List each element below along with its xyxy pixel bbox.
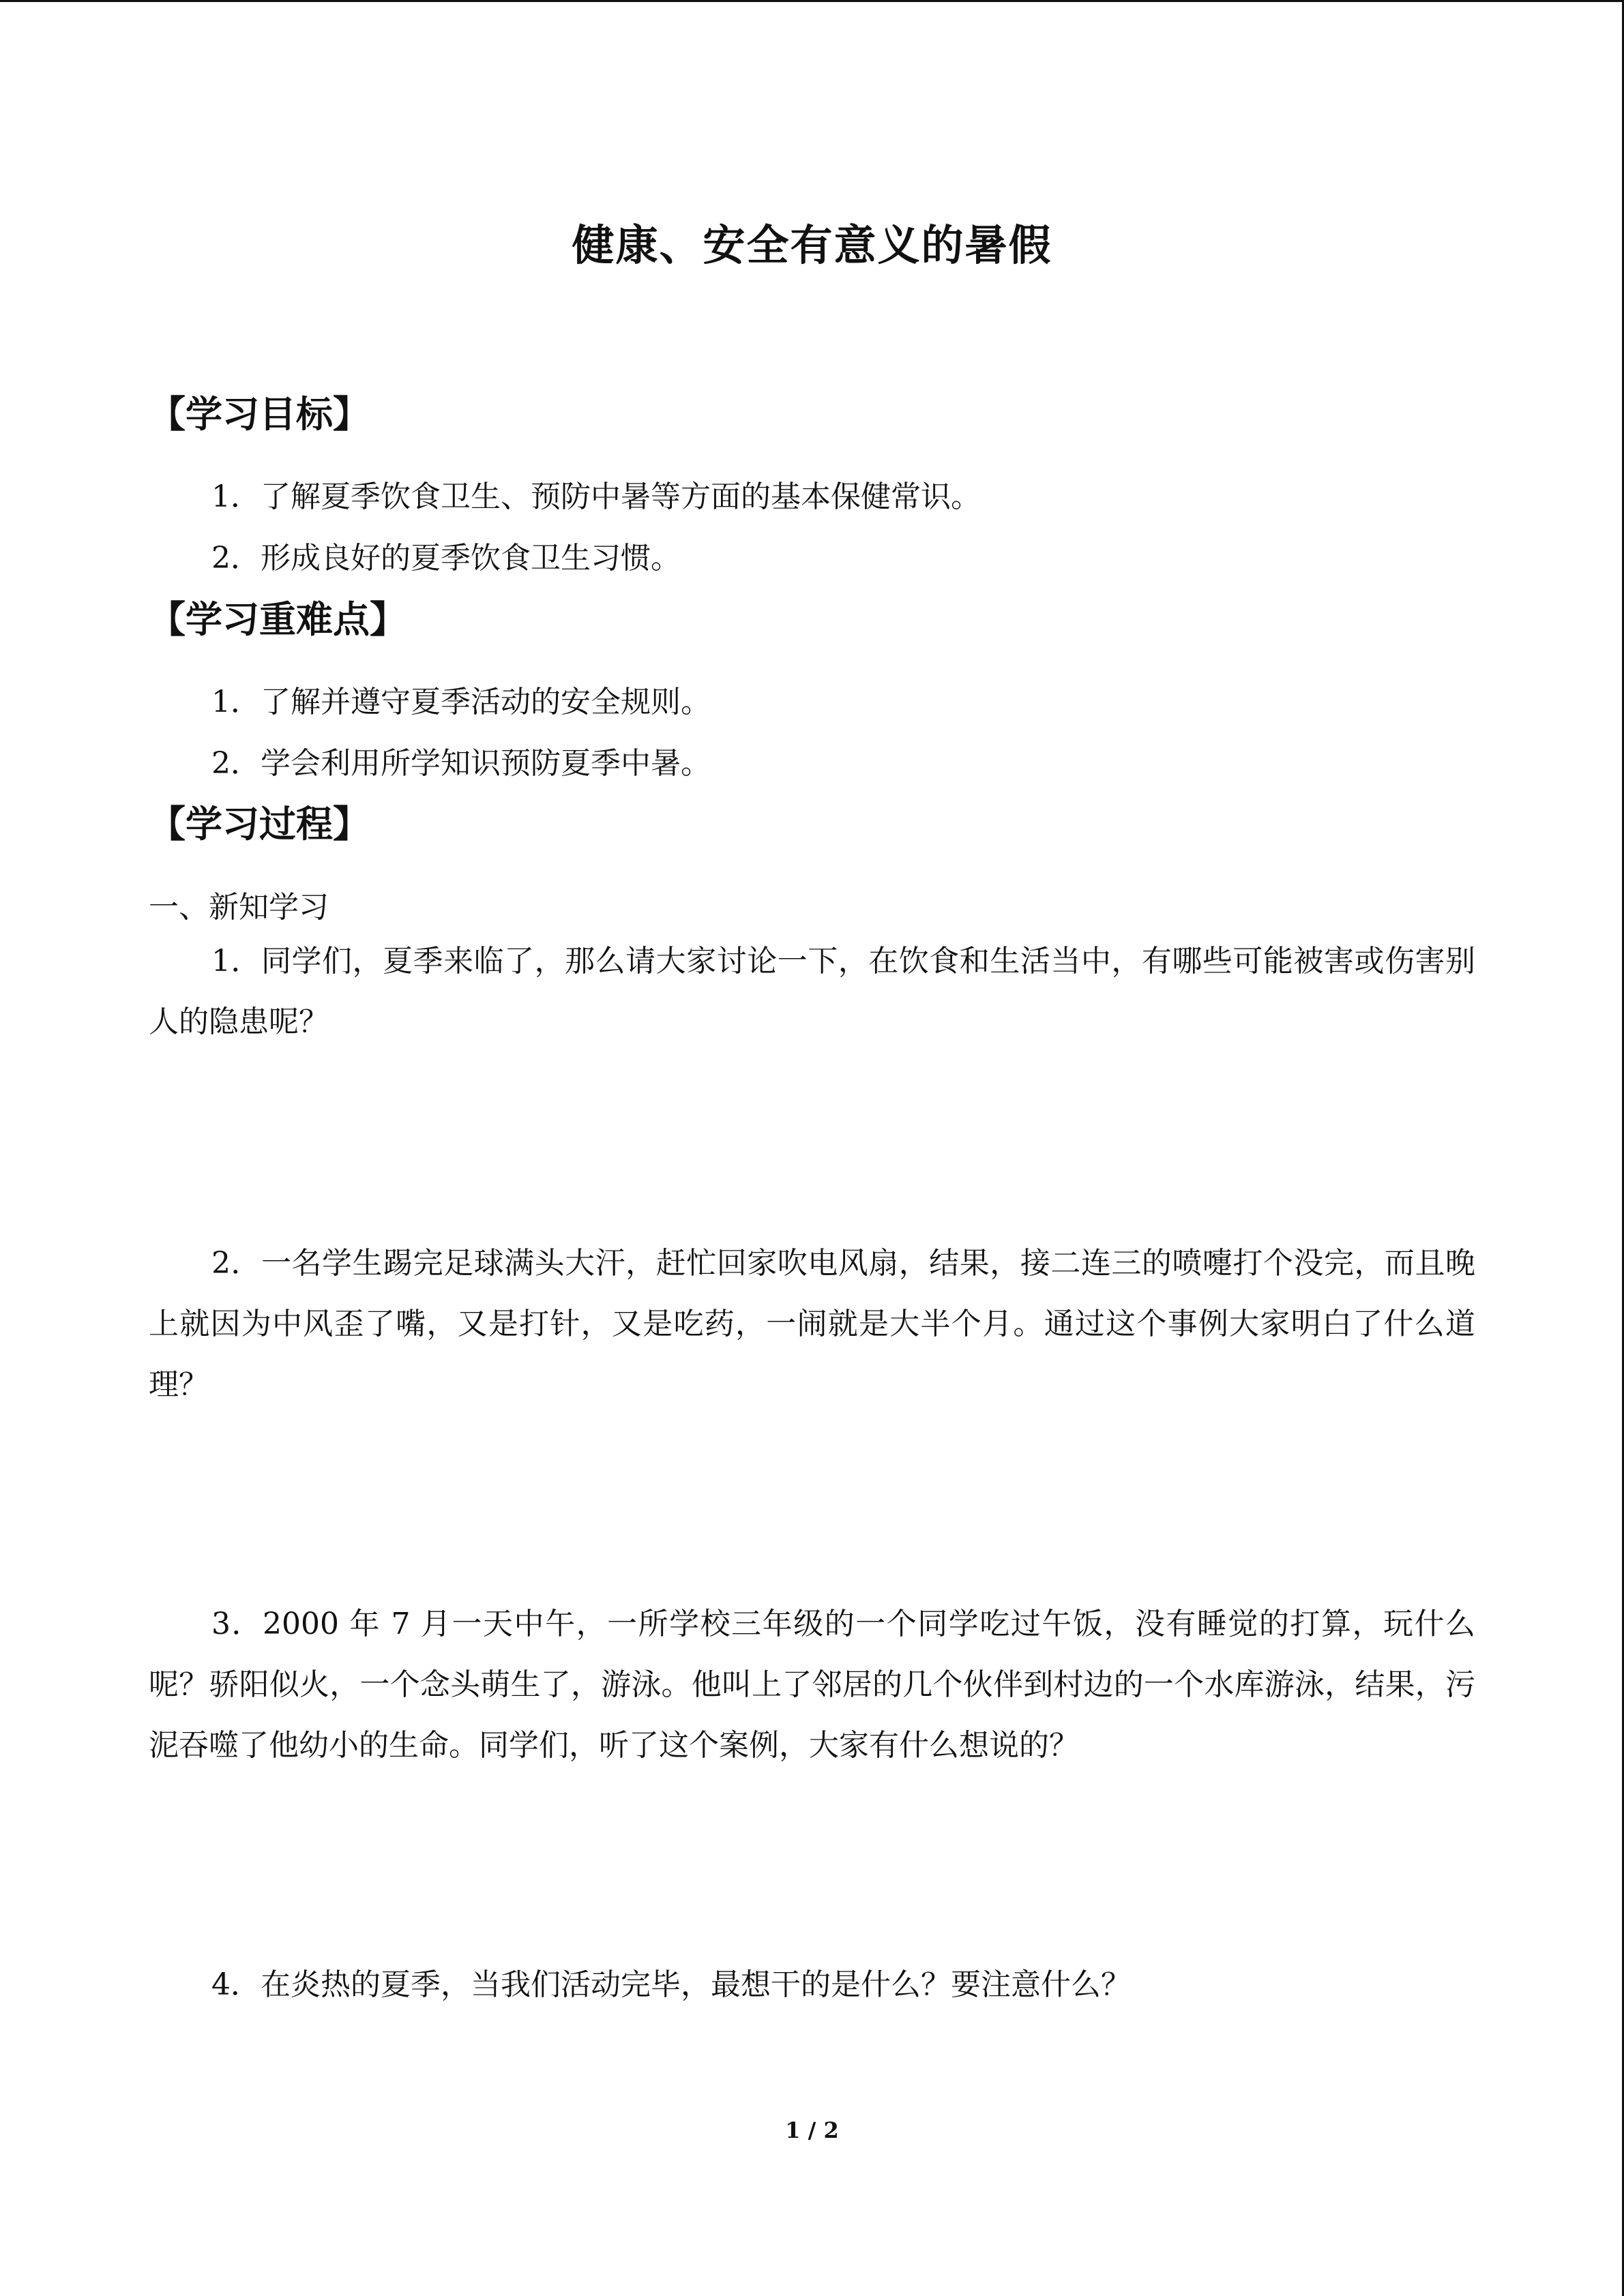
process-heading: 【学习过程】 [149,803,370,846]
document-title: 健康、安全有意义的暑假 [572,220,1052,270]
question-3: 3．2000 年 7 月一天中午，一所学校三年级的一个同学吃过午饭，没有睡觉的打算，玩什么呢？骄阳似火，一个念头萌生了，游泳。他叫上了邻居的几个伙伴到村边的一个水库游泳，结果，污泥吞噬了他幼小的生命。同学们，听了这个案例，大家有什么想说的？ [149,1607,1475,1763]
question-4: 4．在炎热的夏季，当我们活动完毕，最想干的是什么？要注意什么？ [211,1967,1131,2002]
key-point-item-1: 1．了解并遵守夏季活动的安全规则。 [211,685,711,719]
question-2: 2．一名学生踢完足球满头大汗，赶忙回家吹电风扇，结果，接二连三的喷嚏打个没完，而且晚上就因为中风歪了嘴，又是打针，又是吃药，一闹就是大半个月。通过这个事例大家明白了什么道理？ [149,1246,1475,1402]
question-1: 1．同学们，夏季来临了，那么请大家讨论一下，在饮食和生活当中，有哪些可能被害或伤害别人的隐患呢？ [149,944,1475,1039]
goals-heading: 【学习目标】 [149,393,370,436]
page-border-top [0,0,1624,2]
goal-item-2: 2．形成良好的夏季饮食卫生习惯。 [211,541,681,576]
page-number: 1 / 2 [785,2117,839,2143]
goal-item-1: 1．了解夏季饮食卫生、预防中暑等方面的基本保健常识。 [211,479,981,514]
key-point-item-2: 2．学会利用所学知识预防夏季中暑。 [211,746,711,781]
key-points-heading: 【学习重难点】 [149,598,407,641]
section-title: 一、新知学习 [149,890,329,925]
